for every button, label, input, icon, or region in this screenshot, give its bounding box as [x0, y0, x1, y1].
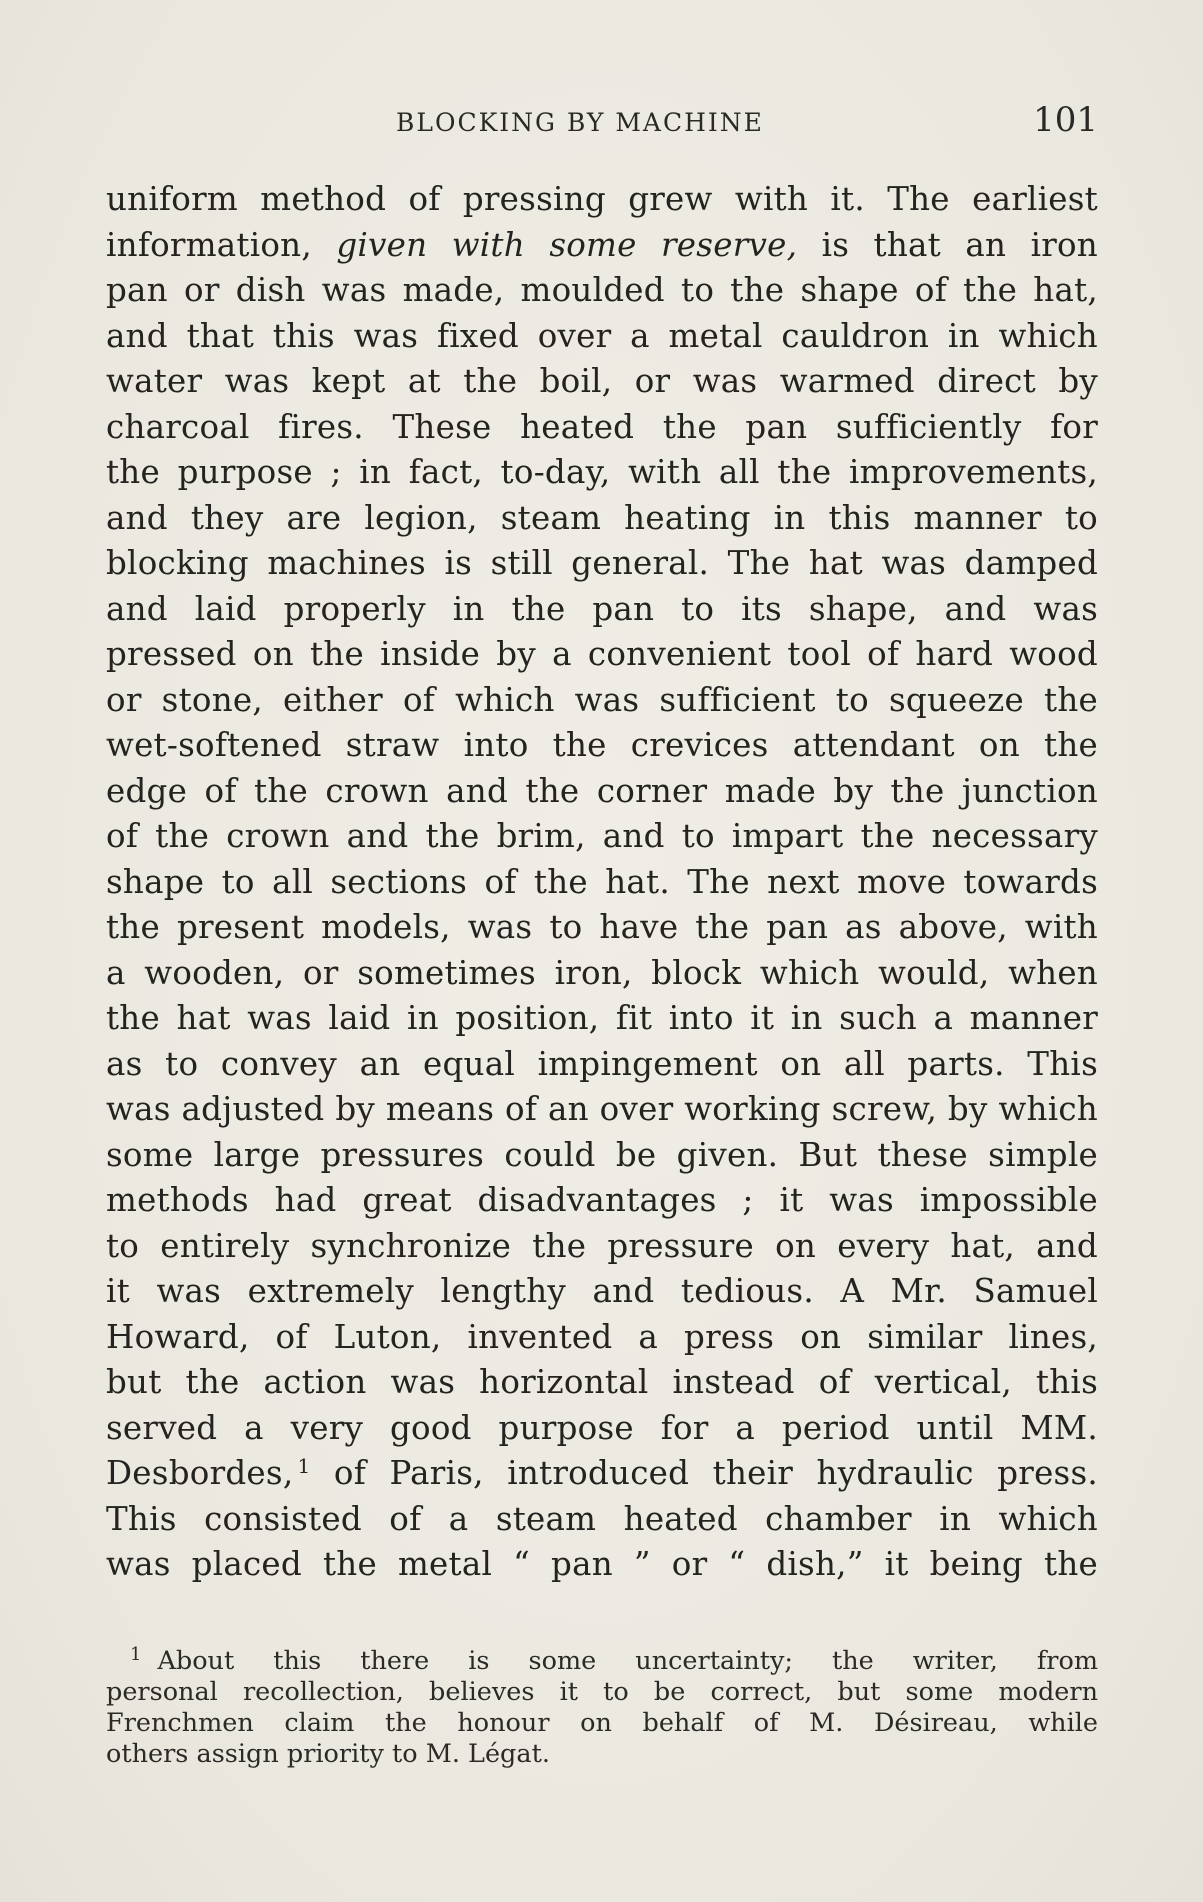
- text-line: to entirely synchronize the pressure on every hat, and: [106, 1226, 1098, 1265]
- running-head: [106, 100, 1098, 140]
- text-span: Desbordes,: [106, 1454, 294, 1492]
- text-line: pan or dish was made, moulded to the shape of the hat,: [106, 271, 1098, 309]
- text-line: was adjusted by means of an over working screw, by which: [106, 1090, 1098, 1128]
- text-line: shape to all sections of the hat. The next move towards: [106, 862, 1098, 901]
- italic-phrase: given with some reserve,: [336, 225, 798, 264]
- text-line: or stone, either of which was sufficient to squeeze the: [106, 680, 1098, 719]
- text-line: and laid properly in the pan to its shape, and was: [106, 589, 1098, 628]
- text-line: pressed on the inside by a convenient tool of hard wood: [106, 635, 1098, 673]
- text-line: as to convey an equal impingement on all parts. This: [106, 1044, 1098, 1083]
- text-line: but the action was horizontal instead of vertical, this: [106, 1363, 1098, 1401]
- footnote: [106, 1646, 1098, 1770]
- text-line: uniform method of pressing grew with it. The earliest: [106, 180, 1098, 218]
- footnote-line: [106, 1646, 1098, 1677]
- text-line: of the crown and the brim, and to impart the necessary: [106, 817, 1098, 855]
- text-line: the purpose ; in fact, to-day, with all the improvements,: [106, 453, 1098, 491]
- text-line: wet-softened straw into the crevices attendant on the: [106, 726, 1098, 764]
- footnote-line: others assign priority to M. Légat.: [106, 1739, 550, 1769]
- footnote-reference: 1: [297, 1454, 311, 1478]
- text-line: methods had great disadvantages ; it was impossible: [106, 1181, 1098, 1219]
- text-line: it was extremely lengthy and tedious. A Mr. Samuel: [106, 1272, 1098, 1310]
- text-line: blocking machines is still general. The hat was damped: [106, 544, 1098, 582]
- body-paragraph: [106, 177, 1098, 1588]
- text-line: charcoal fires. These heated the pan sufficiently for: [106, 407, 1098, 446]
- footnote-text: About this there is some uncertainty; the writer, from: [157, 1646, 1098, 1676]
- footnote-line: Frenchmen claim the honour on behalf of M. Désireau, while: [106, 1708, 1098, 1738]
- footnote-line: personal recollection, believes it to be correct, but some modern: [106, 1677, 1098, 1707]
- text-line: and that this was fixed over a metal cauldron in which: [106, 316, 1098, 355]
- page-number: 101: [1033, 100, 1098, 140]
- text-span: is that an iron: [821, 225, 1098, 264]
- text-span: of Paris, introduced their hydraulic press.: [333, 1454, 1098, 1492]
- text-span: information,: [106, 225, 312, 264]
- footnote-marker: 1: [130, 1644, 142, 1665]
- text-line: water was kept at the boil, or was warmed direct by: [106, 362, 1098, 400]
- text-line: a wooden, or sometimes iron, block which would, when: [106, 953, 1098, 992]
- text-line: [106, 223, 1098, 269]
- running-head-title: BLOCKING BY MACHINE: [396, 108, 764, 137]
- text-line: Howard, of Luton, invented a press on similar lines,: [106, 1317, 1098, 1356]
- text-line: the hat was laid in position, fit into it in such a manner: [106, 999, 1098, 1037]
- text-line: [106, 1451, 1098, 1497]
- text-line: some large pressures could be given. But these simple: [106, 1135, 1098, 1174]
- text-line: edge of the crown and the corner made by the junction: [106, 771, 1098, 810]
- text-line: and they are legion, steam heating in this manner to: [106, 498, 1098, 537]
- text-line: the present models, was to have the pan as above, with: [106, 908, 1098, 946]
- text-line: served a very good purpose for a period until MM.: [106, 1408, 1098, 1447]
- text-line: was placed the metal “ pan ” or “ dish,” it being the: [106, 1545, 1098, 1583]
- text-line: This consisted of a steam heated chamber in which: [106, 1499, 1098, 1538]
